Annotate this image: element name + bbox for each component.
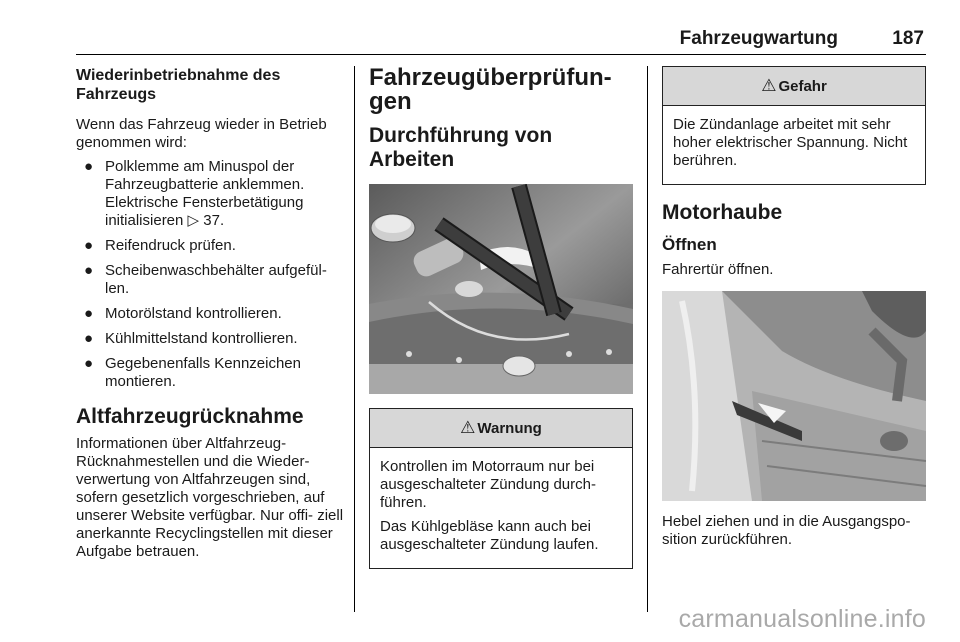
bullet-icon: ● <box>84 237 94 254</box>
warning-triangle-icon: ⚠ <box>761 76 777 95</box>
warning-text: Das Kühlgebläse kann auch bei ausgeschalteter Zündung laufen. <box>380 518 599 553</box>
danger-box <box>662 66 926 185</box>
checklist <box>76 158 344 391</box>
bullet-icon: ● <box>84 158 94 175</box>
section-heading-end-of-life: Altfahrzeugrücknahme <box>76 405 304 428</box>
column-middle <box>369 66 633 569</box>
column-left <box>76 66 344 561</box>
subheading-open: Öffnen <box>662 235 717 254</box>
page-number: 187 <box>892 28 924 49</box>
warning-title: Warnung <box>477 419 542 437</box>
warning-box <box>369 408 633 569</box>
engine-illustration-graphic <box>369 184 633 394</box>
column-divider <box>647 66 648 612</box>
site-watermark: carmanualsonline.info <box>678 605 926 633</box>
danger-text: Die Zündanlage arbeitet mit sehr hoher elektrischer Spannung. Nicht berühren. <box>673 116 908 169</box>
hood-release-graphic <box>662 291 926 501</box>
engine-bay-illustration <box>369 184 633 394</box>
bullet-icon: ● <box>84 305 94 322</box>
reference-arrow-icon[interactable]: ▷ <box>187 212 200 229</box>
list-item: ● Motorölstand kontrollieren. <box>84 305 282 322</box>
column-right <box>662 66 926 549</box>
warning-box-body <box>370 448 632 568</box>
end-of-life-text: Informationen über Altfahrzeug- Rücknahmestellen und die Wieder- verwertung von Altfahrzeugen sind, sofern gesetzlich vorgeschrieben, auf unserer Website verfügbar. Nur offi- ziell anerkannte Recyclingstellen mit dieser Aufgabe betrauen. <box>76 435 344 560</box>
section-heading-recommissioning: Wiederinbetriebnahme des Fahrzeugs <box>76 67 281 103</box>
list-item: ● Gegebenenfalls Kennzeichen montieren. <box>84 355 301 390</box>
hood-release-illustration <box>662 291 926 501</box>
chapter-heading: Fahrzeugüberprüfun- gen <box>369 64 612 115</box>
warning-triangle-icon: ⚠ <box>460 418 476 437</box>
warning-text: Kontrollen im Motorraum nur bei ausgeschalteter Zündung durch- führen. <box>380 458 596 511</box>
warning-box-header <box>370 409 632 448</box>
list-item: ● Scheibenwaschbehälter aufgefül- len. <box>84 262 327 297</box>
chapter-title: Fahrzeugwartung <box>679 28 838 49</box>
bullet-icon: ● <box>84 355 94 372</box>
subheading-work: Durchführung von Arbeiten <box>369 124 553 171</box>
list-item: ● Kühlmittelstand kontrollieren. <box>84 330 298 347</box>
danger-box-header <box>663 67 925 106</box>
bullet-icon: ● <box>84 262 94 279</box>
danger-box-body <box>663 106 925 184</box>
instruction-pull-lever: Hebel ziehen und in die Ausgangspo- sition zurückführen. <box>662 513 911 548</box>
instruction-open-door: Fahrertür öffnen. <box>662 261 774 278</box>
bullet-icon: ● <box>84 330 94 347</box>
page-reference[interactable]: 37. <box>203 212 225 229</box>
list-item: ● Polklemme am Minuspol der Fahrzeugbatterie anklemmen. Elektrische Fensterbetätigung initialisieren ▷ 37. <box>84 158 305 229</box>
intro-text: Wenn das Fahrzeug wieder in Betrieb genommen wird: <box>76 116 327 151</box>
danger-title: Gefahr <box>778 77 827 95</box>
list-item: ● Reifendruck prüfen. <box>84 237 236 254</box>
section-heading-hood: Motorhaube <box>662 201 783 224</box>
column-divider <box>354 66 355 612</box>
page-header <box>76 26 926 55</box>
